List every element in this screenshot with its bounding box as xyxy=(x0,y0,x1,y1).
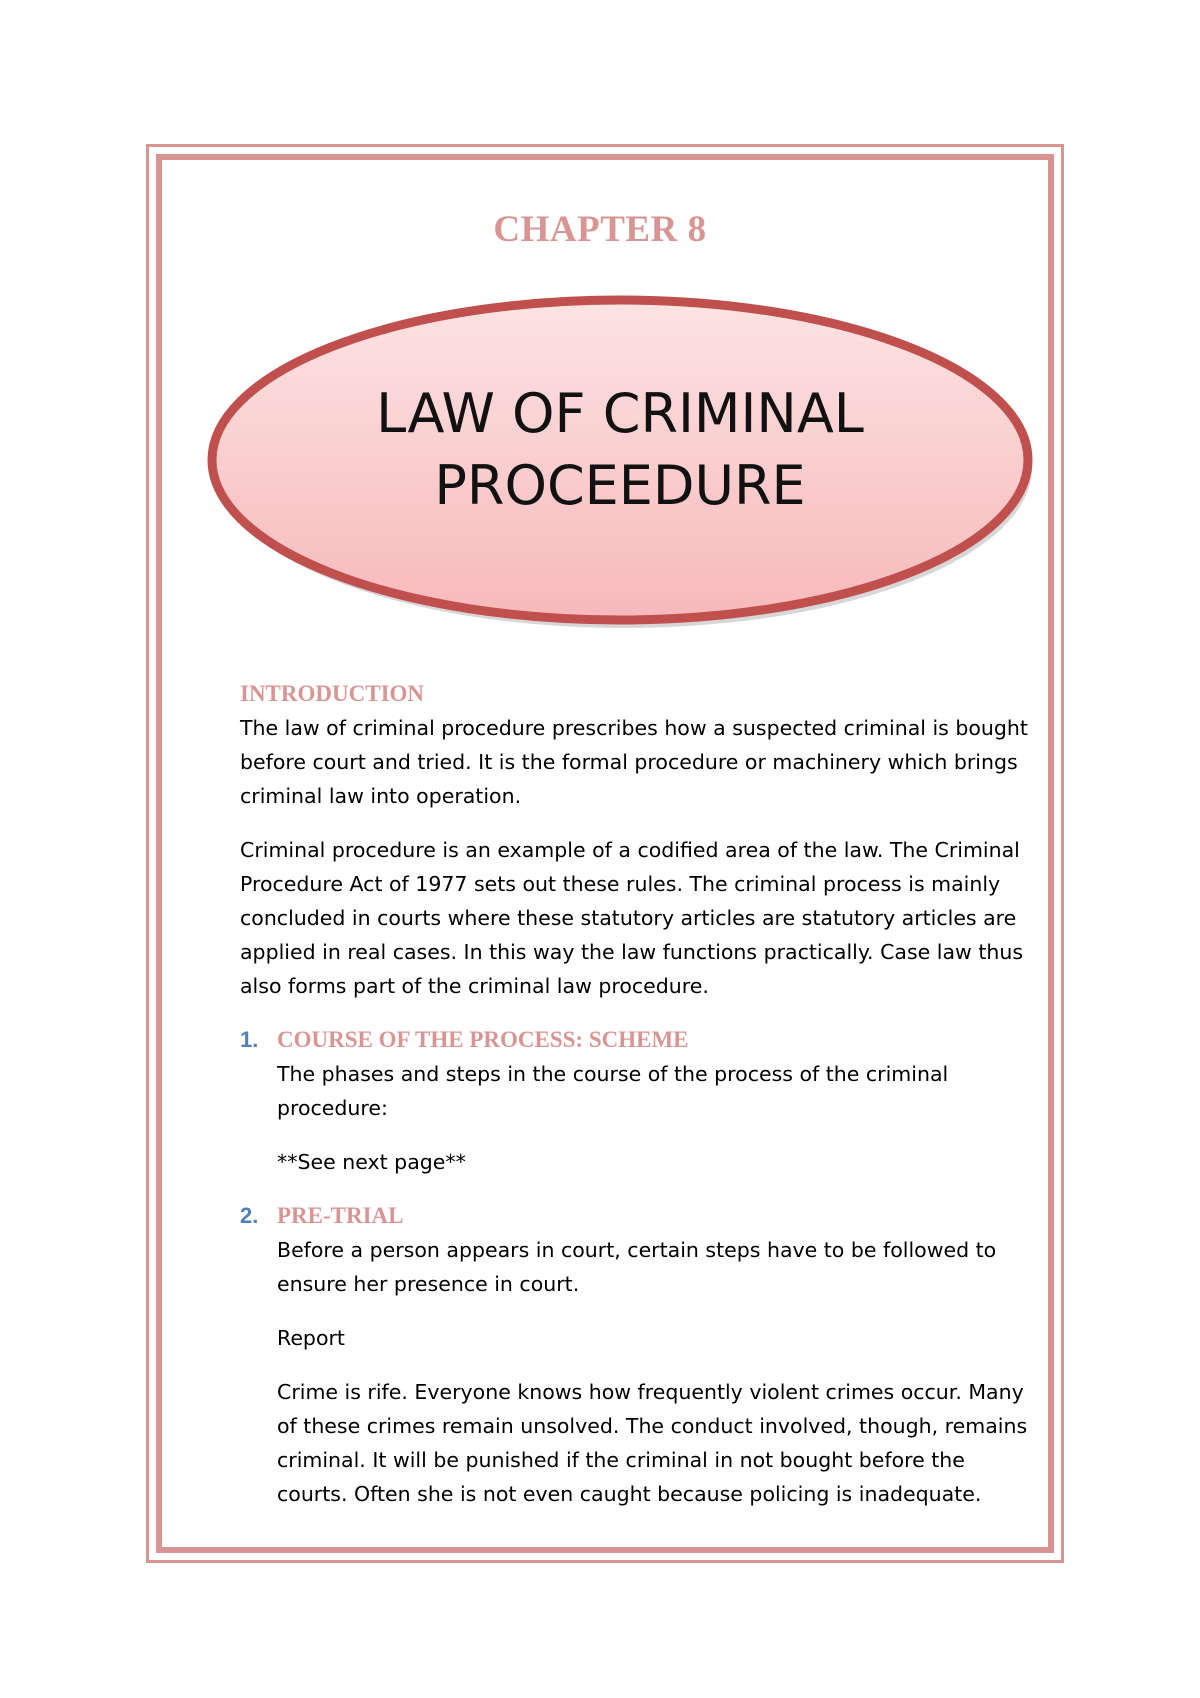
body-content xyxy=(240,677,1040,1511)
section-2-paragraph-1: Before a person appears in court, certain steps have to be followed to ensure her presence in court. xyxy=(277,1238,997,1296)
section-2-heading xyxy=(240,1199,1040,1233)
section-1-paragraph-2: **See next page** xyxy=(277,1150,466,1174)
document-title xyxy=(200,378,1040,522)
section-1-title: COURSE OF THE PROCESS: SCHEME xyxy=(277,1027,689,1052)
intro-paragraph-1: The law of criminal procedure prescribes how a suspected criminal is bought before court and tried. It is the formal procedure or machinery which brings criminal law into operation. xyxy=(240,716,1028,808)
title-line-2: PROCEEDURE xyxy=(434,454,806,517)
section-1-number: 1. xyxy=(240,1027,259,1052)
section-2-paragraph-3: Crime is rife. Everyone knows how frequently violent crimes occur. Many of these crimes remain unsolved. The conduct involved, though, remains criminal. It will be punished if the criminal in not bought before the courts. Often she is not even caught because policing is inadequate. xyxy=(277,1380,1028,1506)
section-1-paragraph-1: The phases and steps in the course of the process of the criminal procedure: xyxy=(277,1062,949,1120)
intro-paragraph-2: Criminal procedure is an example of a codified area of the law. The Criminal Procedure Act of 1977 sets out these rules. The criminal process is mainly concluded in courts where these statutory articles are statutory articles are applied in real cases. In this way the law functions practically. Case law thus also forms part of the criminal law procedure. xyxy=(240,838,1024,998)
section-2-paragraph-2: Report xyxy=(277,1326,345,1350)
section-1-heading xyxy=(240,1023,1040,1057)
introduction-heading: INTRODUCTION xyxy=(240,681,425,706)
chapter-heading: CHAPTER 8 xyxy=(493,209,707,250)
section-2-title: PRE-TRIAL xyxy=(277,1203,404,1228)
section-2-number: 2. xyxy=(240,1203,259,1228)
title-line-1: LAW OF CRIMINAL xyxy=(376,382,864,445)
